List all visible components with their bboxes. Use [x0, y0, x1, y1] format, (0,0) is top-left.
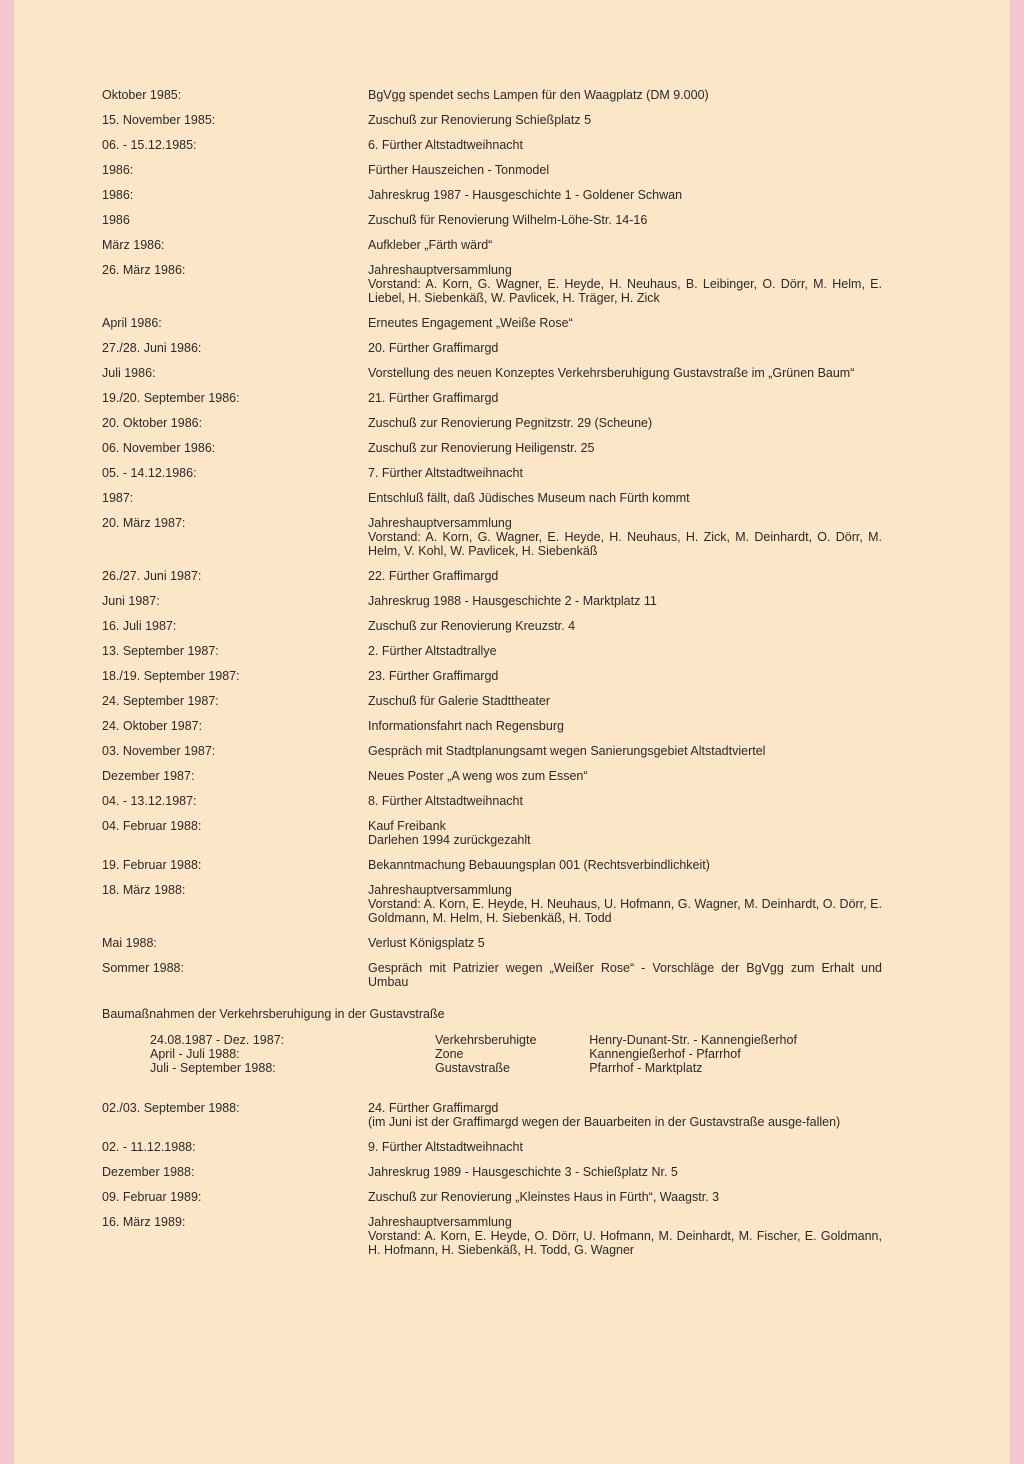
construction-zone-line: Zone	[434, 1047, 464, 1061]
entry-text	[368, 1190, 882, 1204]
entry-date: Sommer 1988:	[102, 961, 184, 975]
entry-date: 09. Februar 1989:	[102, 1190, 202, 1204]
chronology-row	[102, 719, 882, 733]
entry-text	[368, 238, 882, 252]
entry-text	[368, 594, 882, 608]
chronology-row	[102, 263, 882, 305]
entry-date: 16. März 1989:	[102, 1215, 186, 1229]
entry-line: 6. Fürther Altstadtweihnacht	[368, 138, 523, 152]
entry-date: Dezember 1987:	[102, 769, 195, 783]
construction-section: Kannengießerhof - Pfarrhof	[589, 1047, 741, 1061]
entry-text	[368, 441, 882, 455]
entry-line: Kauf Freibank	[368, 819, 446, 833]
entry-date: 19./20. September 1986:	[102, 391, 240, 405]
entry-line: Jahreshauptversammlung	[368, 1215, 512, 1229]
entry-line: Jahreskrug 1987 - Hausgeschichte 1 - Goldener Schwan	[368, 188, 683, 202]
entry-date: März 1986:	[102, 238, 165, 252]
entry-date: 24. September 1987:	[102, 694, 219, 708]
entry-line: Jahreshauptversammlung	[368, 883, 512, 897]
entry-text	[368, 416, 882, 430]
construction-date: April - Juli 1988:	[150, 1047, 240, 1061]
construction-zone-line: Verkehrsberuhigte	[434, 1033, 537, 1047]
chronology-section-1	[102, 88, 882, 989]
entry-line: Vorstand: A. Korn, G. Wagner, E. Heyde, H. Neuhaus, H. Zick, M. Deinhardt, O. Dörr, M. Helm, V. Kohl, W. Pavlicek, H. Siebenkäß	[368, 530, 882, 558]
chronology-row	[102, 1215, 882, 1257]
entry-date: 19. Februar 1988:	[102, 858, 202, 872]
entry-date: 06. - 15.12.1985:	[102, 138, 197, 152]
construction-zone-line: Gustavstraße	[434, 1061, 511, 1075]
entry-date: 03. November 1987:	[102, 744, 216, 758]
entry-line: 20. Fürther Graffimargd	[368, 341, 499, 355]
entry-line: Vorstand: A. Korn, E. Heyde, O. Dörr, U. Hofmann, M. Deinhardt, M. Fischer, E. Goldmann, H. Hofmann, H. Siebenkäß, H. Todd, G. Wagner	[368, 1229, 882, 1257]
entry-text	[368, 858, 882, 872]
entry-line: 8. Fürther Altstadtweihnacht	[368, 794, 523, 808]
construction-date: 24.08.1987 - Dez. 1987:	[150, 1033, 285, 1047]
entry-line: Verlust Königsplatz 5	[368, 936, 485, 950]
entry-text	[368, 138, 882, 152]
entry-text	[368, 744, 882, 758]
entry-text	[368, 961, 882, 989]
chronology-row	[102, 858, 882, 872]
entry-text	[368, 569, 882, 583]
chronology-row	[102, 936, 882, 950]
entry-date: 1987:	[102, 491, 134, 505]
construction-date: Juli - September 1988:	[150, 1061, 276, 1075]
chronology-row	[102, 113, 882, 127]
entry-text	[368, 819, 882, 847]
chronology-row	[102, 819, 882, 847]
entry-text	[368, 316, 882, 330]
chronology-row	[102, 491, 882, 505]
entry-line: 9. Fürther Altstadtweihnacht	[368, 1140, 523, 1154]
entry-line: 22. Fürther Graffimargd	[368, 569, 499, 583]
chronology-row	[102, 213, 882, 227]
entry-text	[368, 1140, 882, 1154]
entry-date: Juli 1986:	[102, 366, 156, 380]
chronology-section-2	[102, 1101, 882, 1257]
entry-text	[368, 1165, 882, 1179]
entry-date: 15. November 1985:	[102, 113, 216, 127]
chronology-row	[102, 794, 882, 808]
entry-line: Vorstand: A. Korn, G. Wagner, E. Heyde, H. Neuhaus, B. Leibinger, O. Dörr, M. Helm, E. Liebel, H. Siebenkäß, W. Pavlicek, H. Träger, H. Zick	[368, 277, 882, 305]
entry-date: 13. September 1987:	[102, 644, 219, 658]
entry-line: 23. Fürther Graffimargd	[368, 669, 499, 683]
entry-date: 26./27. Juni 1987:	[102, 569, 202, 583]
entry-line: BgVgg spendet sechs Lampen für den Waagplatz (DM 9.000)	[368, 88, 709, 102]
chronology-row	[102, 238, 882, 252]
entry-date: 06. November 1986:	[102, 441, 216, 455]
entry-date: 05. - 14.12.1986:	[102, 466, 197, 480]
entry-line: Darlehen 1994 zurückgezahlt	[368, 833, 531, 847]
entry-date: 1986:	[102, 163, 134, 177]
entry-text	[368, 491, 882, 505]
entry-text	[368, 883, 882, 925]
construction-sections	[589, 1033, 882, 1075]
entry-text	[368, 769, 882, 783]
entry-line: Aufkleber „Färth wärd“	[368, 238, 493, 252]
entry-text	[368, 188, 882, 202]
entry-date: 27./28. Juni 1986:	[102, 341, 202, 355]
entry-text	[368, 88, 882, 102]
entry-date: 24. Oktober 1987:	[102, 719, 203, 733]
chronology-row	[102, 366, 882, 380]
entry-line: Jahreskrug 1988 - Hausgeschichte 2 - Marktplatz 11	[368, 594, 657, 608]
entry-text	[368, 163, 882, 177]
entry-line: Gespräch mit Stadtplanungsamt wegen Sanierungsgebiet Altstadtviertel	[368, 744, 766, 758]
chronology-row	[102, 316, 882, 330]
chronology-row	[102, 188, 882, 202]
entry-date: Mai 1988:	[102, 936, 157, 950]
entry-date: 26. März 1986:	[102, 263, 186, 277]
entry-date: 20. März 1987:	[102, 516, 186, 530]
entry-line: 24. Fürther Graffimargd	[368, 1101, 499, 1115]
entry-line: 7. Fürther Altstadtweihnacht	[368, 466, 523, 480]
chronology-row	[102, 1190, 882, 1204]
chronology-row	[102, 1140, 882, 1154]
chronology-row	[102, 594, 882, 608]
entry-line: (im Juni ist der Graffimargd wegen der Bauarbeiten in der Gustavstraße ausge-fallen)	[368, 1115, 841, 1129]
chronology-row	[102, 138, 882, 152]
entry-date: 1986:	[102, 188, 134, 202]
entry-line: Zuschuß für Renovierung Wilhelm-Löhe-Str. 14-16	[368, 213, 648, 227]
entry-date: 04. Februar 1988:	[102, 819, 202, 833]
entry-text	[368, 644, 882, 658]
entry-line: Zuschuß zur Renovierung Kreuzstr. 4	[368, 619, 576, 633]
entry-text	[368, 466, 882, 480]
construction-heading: Baumaßnahmen der Verkehrsberuhigung in der Gustavstraße	[102, 1007, 445, 1021]
chronology-row	[102, 883, 882, 925]
chronology	[102, 88, 882, 1268]
entry-text	[368, 213, 882, 227]
chronology-row	[102, 516, 882, 558]
entry-line: Zuschuß für Galerie Stadttheater	[368, 694, 551, 708]
entry-text	[368, 936, 882, 950]
chronology-row	[102, 341, 882, 355]
entry-line: Jahreshauptversammlung	[368, 516, 512, 530]
entry-line: Gespräch mit Patrizier wegen „Weißer Rose“ - Vorschläge der BgVgg zum Erhalt und Umbau	[368, 961, 882, 989]
entry-line: Bekanntmachung Bebauungsplan 001 (Rechtsverbindlichkeit)	[368, 858, 710, 872]
construction-section: Pfarrhof - Marktplatz	[589, 1061, 703, 1075]
entry-text	[368, 694, 882, 708]
entry-line: Jahreshauptversammlung	[368, 263, 512, 277]
entry-line: Zuschuß zur Renovierung Pegnitzstr. 29 (Scheune)	[368, 416, 653, 430]
entry-line: Zuschuß zur Renovierung Schießplatz 5	[368, 113, 592, 127]
chronology-row	[102, 88, 882, 102]
entry-text	[368, 341, 882, 355]
entry-text	[368, 669, 882, 683]
entry-line: Erneutes Engagement „Weiße Rose“	[368, 316, 573, 330]
chronology-row	[102, 644, 882, 658]
chronology-row	[102, 441, 882, 455]
construction-zone	[435, 1033, 589, 1075]
entry-date: 16. Juli 1987:	[102, 619, 177, 633]
entry-date: Oktober 1985:	[102, 88, 182, 102]
chronology-row	[102, 669, 882, 683]
entry-date: 02. - 11.12.1988:	[102, 1140, 196, 1154]
construction-table	[150, 1033, 882, 1075]
entry-date: 04. - 13.12.1987:	[102, 794, 197, 808]
entry-line: 21. Fürther Graffimargd	[368, 391, 499, 405]
entry-line: Fürther Hauszeichen - Tonmodel	[368, 163, 550, 177]
entry-text	[368, 619, 882, 633]
chronology-row	[102, 1165, 882, 1179]
chronology-row	[102, 466, 882, 480]
chronology-row	[102, 769, 882, 783]
document-page	[14, 0, 1010, 1464]
entry-line: Vorstand: A. Korn, E. Heyde, H. Neuhaus, U. Hofmann, G. Wagner, M. Deinhardt, O. Dörr, E. Goldmann, M. Helm, H. Siebenkäß, H. Todd	[368, 897, 882, 925]
entry-date: 02./03. September 1988:	[102, 1101, 240, 1115]
entry-text	[368, 1101, 882, 1129]
entry-line: Informationsfahrt nach Regensburg	[368, 719, 564, 733]
entry-line: 2. Fürther Altstadtrallye	[368, 644, 497, 658]
entry-text	[368, 1215, 882, 1257]
entry-date: Dezember 1988:	[102, 1165, 195, 1179]
chronology-row	[102, 619, 882, 633]
chronology-row	[102, 391, 882, 405]
entry-date: Juni 1987:	[102, 594, 160, 608]
entry-text	[368, 719, 882, 733]
chronology-row	[102, 416, 882, 430]
entry-date: 18. März 1988:	[102, 883, 186, 897]
entry-date: 1986	[102, 213, 130, 227]
entry-line: Jahreskrug 1989 - Hausgeschichte 3 - Schießplatz Nr. 5	[368, 1165, 678, 1179]
chronology-row	[102, 744, 882, 758]
entry-text	[368, 113, 882, 127]
construction-dates	[150, 1033, 435, 1075]
construction-section: Henry-Dunant-Str. - Kannengießerhof	[589, 1033, 797, 1047]
entry-line: Zuschuß zur Renovierung Heiligenstr. 25	[368, 441, 595, 455]
chronology-row	[102, 694, 882, 708]
entry-line: Neues Poster „A weng wos zum Essen“	[368, 769, 588, 783]
entry-line: Vorstellung des neuen Konzeptes Verkehrsberuhigung Gustavstraße im „Grünen Baum“	[368, 366, 855, 380]
entry-text	[368, 263, 882, 305]
chronology-row	[102, 961, 882, 989]
entry-text	[368, 366, 882, 380]
entry-line: Zuschuß zur Renovierung „Kleinstes Haus in Fürth“, Waagstr. 3	[368, 1190, 720, 1204]
entry-text	[368, 794, 882, 808]
entry-date: 18./19. September 1987:	[102, 669, 240, 683]
entry-text	[368, 516, 882, 558]
chronology-row	[102, 163, 882, 177]
chronology-row	[102, 1101, 882, 1129]
entry-text	[368, 391, 882, 405]
entry-date: 20. Oktober 1986:	[102, 416, 203, 430]
chronology-row	[102, 569, 882, 583]
entry-line: Entschluß fällt, daß Jüdisches Museum nach Fürth kommt	[368, 491, 690, 505]
entry-date: April 1986:	[102, 316, 162, 330]
